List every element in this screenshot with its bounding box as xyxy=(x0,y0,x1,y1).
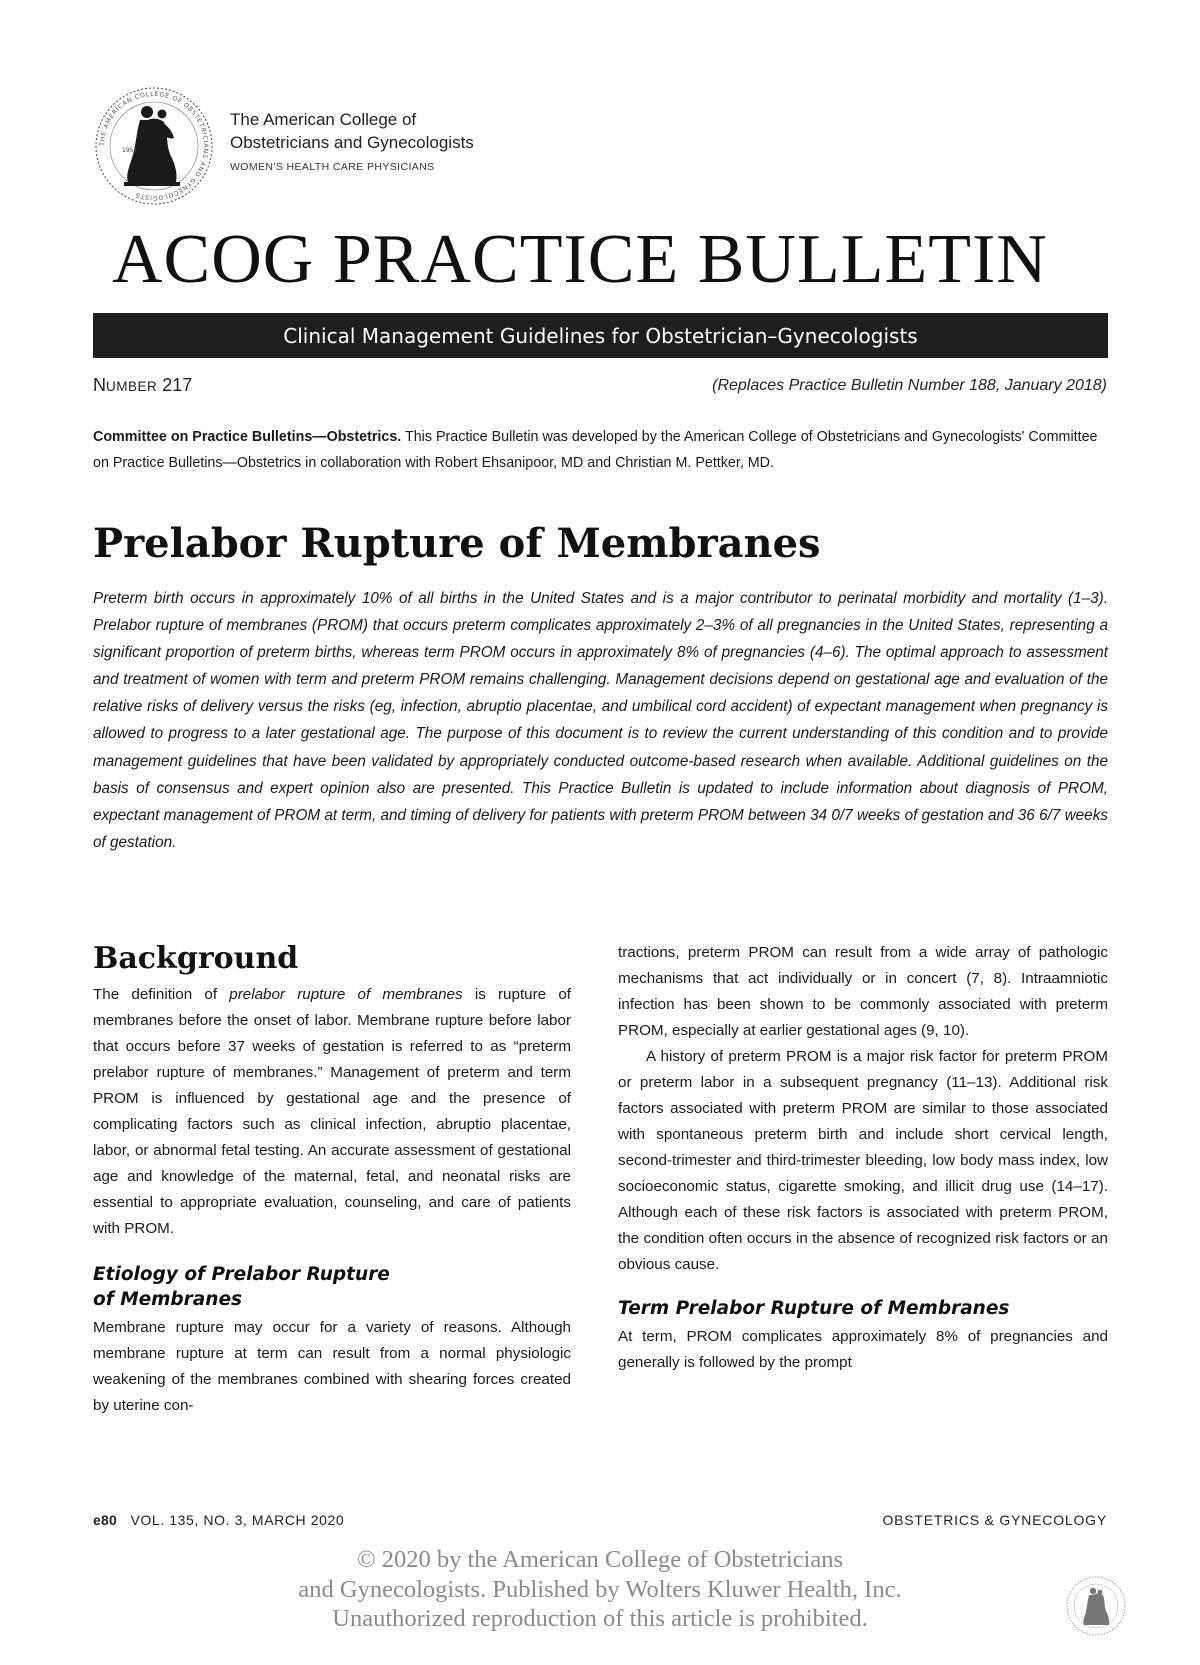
copyright-line2: and Gynecologists. Published by Wolters Kluwer Health, Inc. xyxy=(298,1575,902,1603)
article-title: Prelabor Rupture of Membranes xyxy=(93,520,821,567)
seal-year: 1951 xyxy=(122,147,138,154)
copyright-notice xyxy=(0,1545,1200,1634)
footer-citation xyxy=(93,1512,344,1528)
background-paragraph xyxy=(93,982,571,1242)
replaces-note: (Replaces Practice Bulletin Number 188, January 2018) xyxy=(712,377,1107,394)
seal-ring-text: THE AMERICAN COLLEGE OF OBSTETRICIANS AND GYNECOLOGISTS xyxy=(98,90,210,202)
org-name-line2: Obstetricians and Gynecologists xyxy=(230,133,474,152)
number-value: 217 xyxy=(162,375,193,395)
bulletin-title: ACOG PRACTICE BULLETIN xyxy=(112,221,1048,298)
banner-text: Clinical Management Guidelines for Obstetrician–Gynecologists xyxy=(283,323,918,348)
guidelines-banner xyxy=(93,313,1108,358)
term-prom-heading: Term Prelabor Rupture of Membranes xyxy=(618,1298,1010,1319)
risk-factors-paragraph: A history of preterm PROM is a major risk factor for preterm PROM or preterm labor in a subsequent pregnancy (11–13). Additional risk factors associated with preterm PROM are similar to those associated with spontaneous preterm birth and include short cervical length, second-trimester and third-trimester bleeding, low body mass index, low socioeconomic status, cigarette smoking, and illicit drug use (14–17). Although each of these risk factors is associated with preterm PROM, the condition often occurs in the absence of recognized risk factors or an obvious cause. xyxy=(618,1048,1108,1273)
background-heading: Background xyxy=(93,941,299,976)
number-prefix-rest: UMBER xyxy=(106,379,158,394)
left-column xyxy=(93,940,571,1419)
background-term: prelabor rupture of membranes xyxy=(229,986,463,1003)
bulletin-number xyxy=(93,375,192,396)
committee-text: This Practice Bulletin was developed by the American College of Obstetricians and Gynecologists' Committee on Practice Bulletins—Obstetrics in collaboration with Robert Ehsanipoor, MD and Christian M. Pettker, MD. xyxy=(93,429,1098,471)
committee-note xyxy=(93,425,1108,476)
small-seal-icon xyxy=(1065,1575,1127,1637)
background-text-pre: The definition of xyxy=(93,986,230,1003)
etiology-heading-line2: of Membranes xyxy=(93,1289,243,1310)
background-text-post: is rupture of membranes before the onset of labor. Membrane rupture before labor that occurs before 37 weeks of gestation is referred to as “preterm prelabor rupture of membranes.” Management of preterm and term PROM is influenced by gestational age and the presence of complicating factors such as clinical infection, abruptio placentae, labor, or abnormal fetal testing. An accurate assessment of gestational age and knowledge of the maternal, fetal, and neonatal risks are essential to appropriate evaluation, counseling, and care of patients with PROM. xyxy=(93,986,571,1237)
page-number: e80 xyxy=(93,1512,117,1528)
right-column xyxy=(618,940,1108,1376)
acog-seal-logo xyxy=(92,84,216,208)
etiology-heading xyxy=(93,1262,571,1312)
volume-info: VOL. 135, NO. 3, MARCH 2020 xyxy=(130,1512,345,1528)
copyright-line3: Unauthorized reproduction of this article is prohibited. xyxy=(332,1605,868,1632)
etiology-paragraph-cont: tractions, preterm PROM can result from a wide array of pathologic mechanisms that act individually or in concert (7, 8). Intraamniotic infection has been shown to be commonly associated with preterm PROM, especially at earlier gestational ages (9, 10). xyxy=(618,944,1108,1039)
org-name-line1: The American College of xyxy=(230,110,417,129)
committee-bold: Committee on Practice Bulletins—Obstetrics. xyxy=(93,429,402,445)
term-prom-paragraph: At term, PROM complicates approximately 8% of pregnancies and generally is followed by the prompt xyxy=(618,1328,1108,1371)
org-tagline: WOMEN'S HEALTH CARE PHYSICIANS xyxy=(230,161,435,173)
journal-name: OBSTETRICS & GYNECOLOGY xyxy=(882,1512,1107,1528)
abstract: Preterm birth occurs in approximately 10% of all births in the United States and is a major contributor to perinatal morbidity and mortality (1–3). Prelabor rupture of membranes (PROM) that occurs preterm complicates approximately 2–3% of all pregnancies in the United States, representing a significant proportion of preterm births, whereas term PROM occurs in approximately 8% of pregnancies (4–6). The optimal approach to assessment and treatment of women with term and preterm PROM remains challenging. Management decisions depend on gestational age and evaluation of the relative risks of delivery versus the risks (eg, infection, abruptio placentae, and umbilical cord accident) of expectant management when pregnancy is allowed to progress to a later gestational age. The purpose of this document is to review the current understanding of this condition and to provide management guidelines that have been validated by appropriately conducted outcome-based research when available. Additional guidelines on the basis of consensus and expert opinion also are presented. This Practice Bulletin is updated to include information about diagnosis of PROM, expectant management of PROM at term, and timing of delivery for patients with preterm PROM between 34 0/7 weeks of gestation and 36 6/7 weeks of gestation. xyxy=(93,590,1108,851)
etiology-heading-line1: Etiology of Prelabor Rupture xyxy=(93,1264,390,1285)
etiology-paragraph-start: Membrane rupture may occur for a variety of reasons. Although membrane rupture at term can result from a normal physiologic weakening of the membranes combined with shearing forces created by uterine con- xyxy=(93,1319,571,1414)
copyright-line1: © 2020 by the American College of Obstetricians xyxy=(356,1546,844,1573)
number-prefix-cap: N xyxy=(93,375,106,395)
